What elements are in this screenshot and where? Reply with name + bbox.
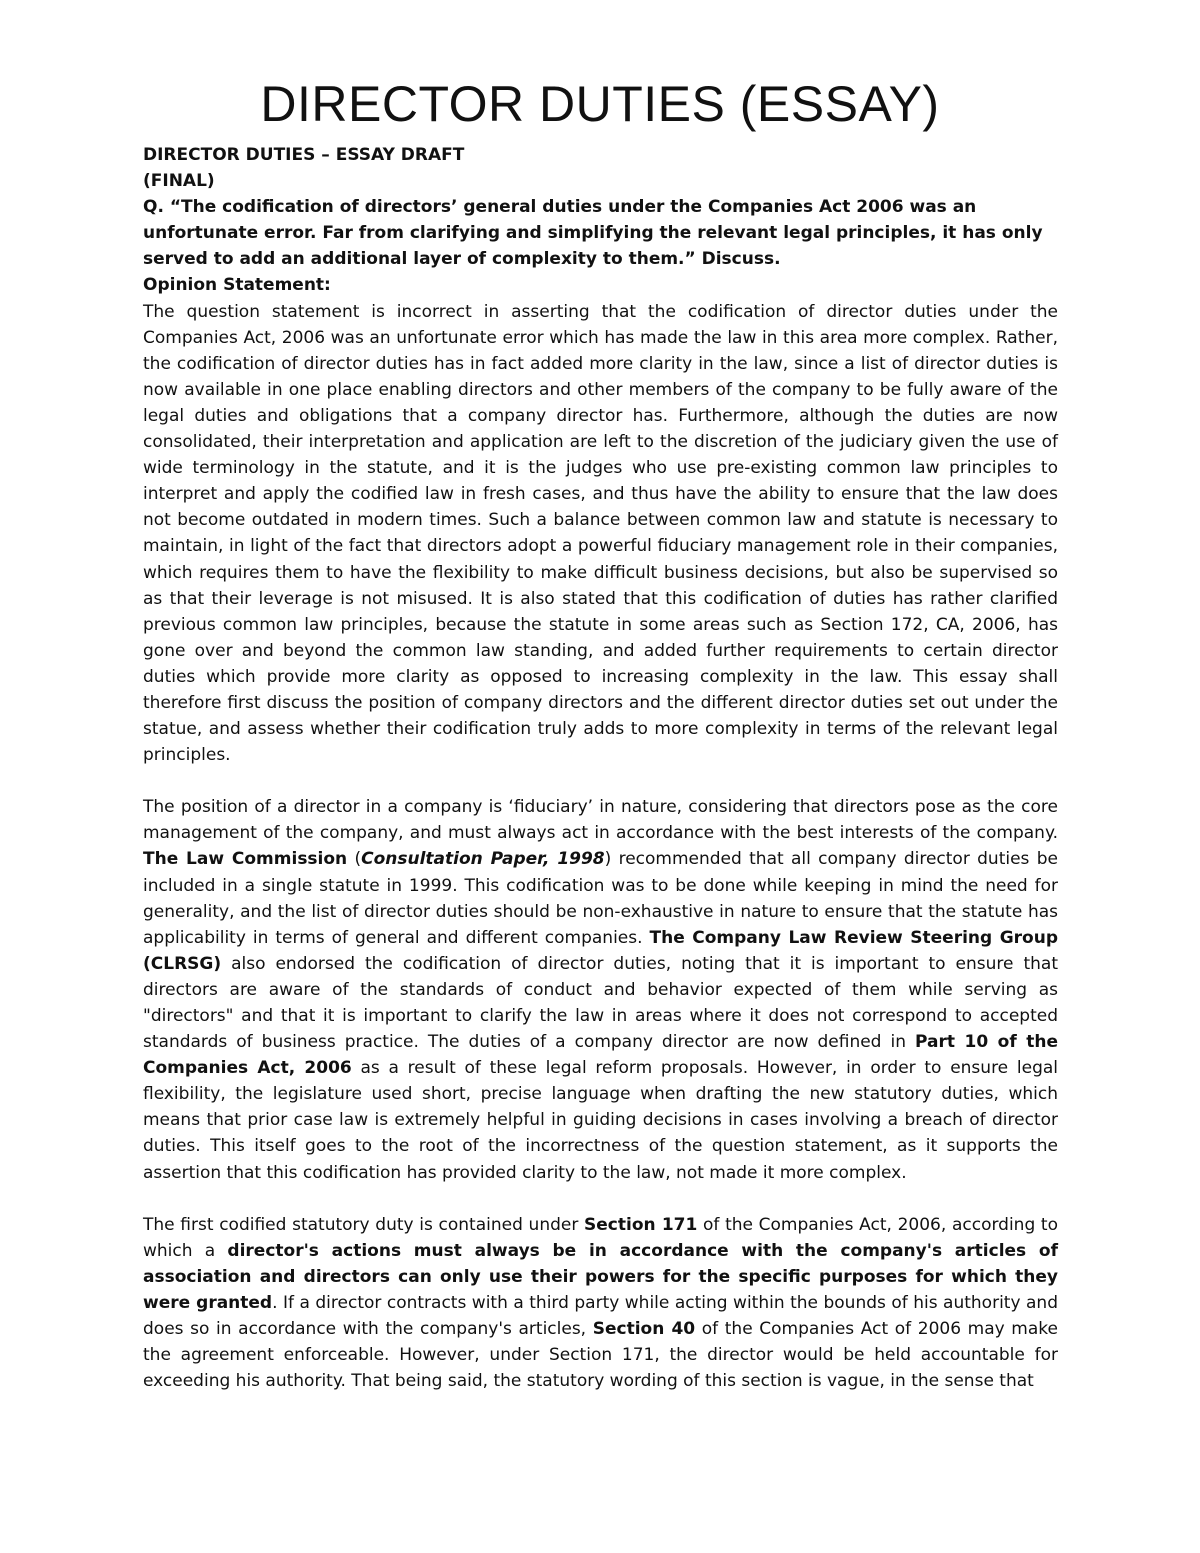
section-171-paragraph [143,1212,1058,1395]
section-40-ref: Section 40 [592,1319,696,1340]
essay-subtitle: DIRECTOR DUTIES – ESSAY DRAFT [143,145,465,165]
text-run: ( [347,849,362,870]
opinion-paragraph: The question statement is incorrect in asserting that the codification of director duties under the Companies Act, 2006 was an unfortunate error which has made the law in this area more complex. Rather, the codification of director duties has in fact added more clarity in the law, since a list of director duties is now available in one place enabling directors and other members of the company to be fully aware of the legal duties and obligations that a company director has. Furthermore, although the duties are now consolidated, their interpretation and application are left to the discretion of the judiciary given the use of wide terminology in the statute, and it is the judges who use pre-existing common law principles to interpret and apply the codified law in fresh cases, and thus have the ability to ensure that the law does not become outdated in modern times. Such a balance between common law and statute is necessary to maintain, in light of the fact that directors adopt a powerful fiduciary management role in their companies, which requires them to have the flexibility to make difficult business decisions, but also be supervised so as that their leverage is not misused. It is also stated that this codification of duties has rather clarified previous common law principles, because the statute in some areas such as Section 172, CA, 2006, has gone over and beyond the common law standing, and added further requirements to certain director duties which provide more clarity as opposed to increasing complexity in the law. This essay shall therefore first discuss the position of company directors and the different director duties set out under the statue, and assess whether their codification truly adds to more complexity in terms of the relevant legal principles. [143,301,1058,766]
text-run: of the Companies Act, 2006, according to which a [143,1214,1058,1261]
section-171-ref: Section 171 [584,1214,698,1235]
position-paragraph [143,794,1058,1185]
paragraph-spacer [143,768,1058,794]
text-run: The first codified statutory duty is contained under [143,1214,585,1235]
text-run: also endorsed the codification of director duties, noting that it is important to ensure that directors are aware of the standards of conduct and behavior expected of them while serving as "directors" and that it is important to clarify the law in areas where it does not correspond to accepted standards of business practice. The duties of a company director are now defined in [143,953,1058,1053]
text-run: The position of a director in a company is ‘fiduciary’ in nature, considering that directors pose as the core management of the company, and must always act in accordance with the best interests of the company. [143,797,1058,844]
opinion-heading: Opinion Statement: [143,275,331,296]
text-run: . If a director contracts with a third party while acting within the bounds of his authority and does so in accordance with the company's articles, [143,1292,1058,1340]
document-body [143,142,1058,1394]
document-title: DIRECTOR DUTIES (ESSAY) [260,76,940,132]
text-run: of the Companies Act of 2006 may make the agreement enforceable. However, under Section 171, the director would be held accountable for exceeding his authority. That being said, the statutory wording of this section is vague, in the sense that [143,1319,1058,1392]
part-10-ref: Part 10 of the Companies Act, 2006 [143,1032,1059,1079]
paragraph-spacer [143,1186,1058,1212]
text-run: as a result of these legal reform proposals. However, in order to ensure legal flexibility, the legislature used short, precise language when drafting the new statutory duties, which means that prior case law is extremely helpful in guiding decisions in cases involving a breach of director duties. This itself goes to the root of the incorrectness of the question statement, as it supports the assertion that this codification has provided clarity to the law, not made it more complex. [143,1058,1058,1183]
law-commission-ref: The Law Commission [143,849,348,870]
text-run: ) recommended that all company director duties be included in a single statute in 1999. This codification was to be done while keeping in mind the need for generality, and the list of director duties should be non-exhaustive in nature to ensure that the statute has applicability in terms of general and different companies. [143,849,1058,948]
consultation-paper-ref: Consultation Paper, 1998 [361,849,605,870]
essay-status: (FINAL) [143,171,215,192]
clrsg-ref: The Company Law Review Steering Group (CLRSG) [143,927,1058,974]
section-171-rule: director's actions must always be in accordance with the company's articles of association and directors can only use their powers for the specific purposes for which they were granted [143,1240,1058,1313]
essay-question: Q. “The codification of directors’ general duties under the Companies Act 2006 was an unfortunate error. Far from clarifying and simplifying the relevant legal principles, it has only served to add an additional layer of complexity to them.” Discuss. [143,197,1043,270]
